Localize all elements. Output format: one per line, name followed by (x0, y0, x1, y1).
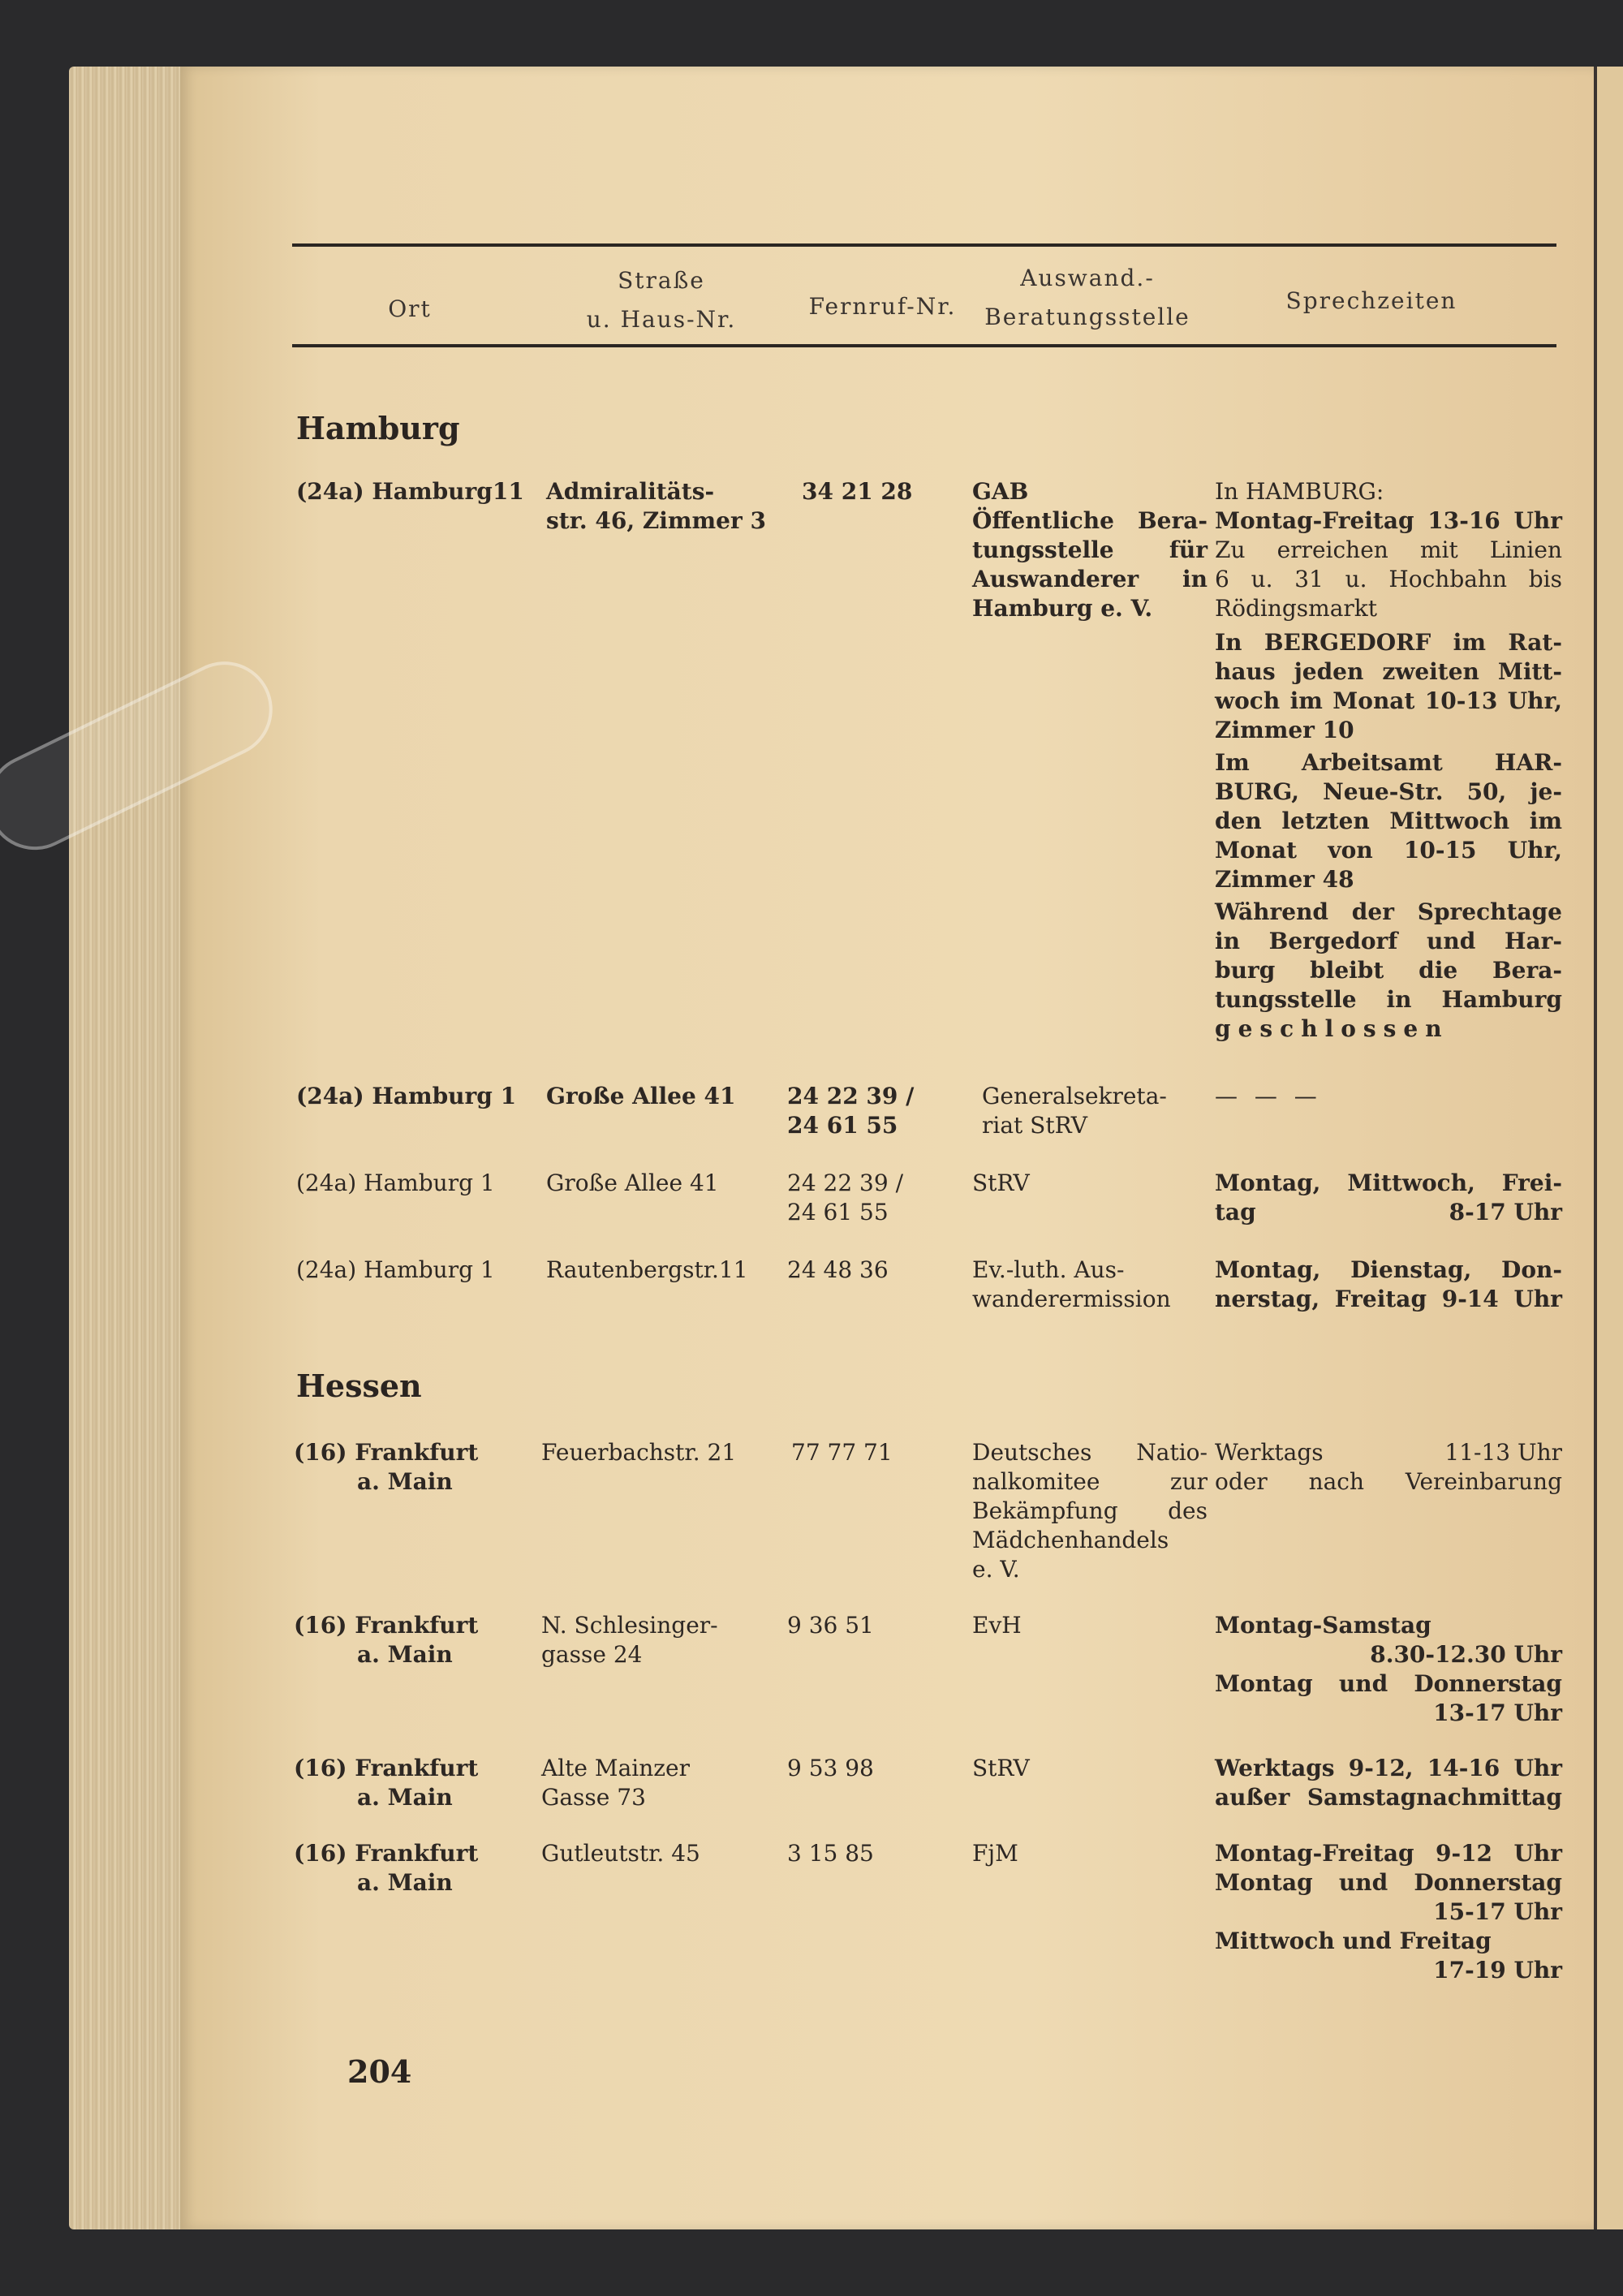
r5-ort-2: a. Main (357, 1468, 453, 1495)
r1-zeiten-16: in Bergedorf und Har- (1215, 928, 1562, 954)
r3-zeiten-2a: tag (1215, 1199, 1256, 1226)
header-bottom-rule (292, 344, 1556, 347)
header-beratung-2: Beratungsstelle (984, 304, 1190, 330)
r5-zeiten-2: oder nach Vereinbarung (1215, 1468, 1562, 1495)
section-title-hamburg: Hamburg (296, 410, 460, 446)
r5-stelle-3: Bekämpfung des (972, 1497, 1208, 1524)
section-title-hessen: Hessen (296, 1368, 422, 1404)
header-fernruf: Fernruf-Nr. (808, 293, 957, 320)
r6-strasse-2: gasse 24 (541, 1641, 643, 1668)
r1-zeiten-1: In HAMBURG: (1215, 478, 1384, 505)
r3-fernruf-1: 24 22 39 / (787, 1170, 904, 1196)
facing-page-edge (1594, 67, 1623, 2229)
r1-ort: (24a) Hamburg11 (296, 478, 524, 505)
r5-stelle-4: Mädchenhandels (972, 1527, 1169, 1553)
r1-zeiten-18: tungsstelle in Hamburg (1215, 986, 1562, 1013)
r6-zeiten-4: 13-17 Uhr (1433, 1699, 1562, 1726)
r7-ort-2: a. Main (357, 1784, 453, 1811)
header-beratung-1: Auswand.- (1020, 265, 1155, 291)
r1-stelle-4: Auswanderer in (972, 566, 1208, 592)
r1-zeiten-15: Während der Sprechtage (1215, 898, 1562, 925)
r5-strasse: Feuerbachstr. 21 (541, 1439, 737, 1466)
r4-strasse: Rautenbergstr.11 (546, 1256, 748, 1283)
r2-ort: (24a) Hamburg 1 (296, 1083, 517, 1109)
r1-zeiten-19: geschlossen (1215, 1015, 1449, 1042)
r5-zeiten-1a: Werktags (1215, 1439, 1324, 1466)
r8-ort-2: a. Main (357, 1869, 453, 1896)
r4-fernruf: 24 48 36 (787, 1256, 889, 1283)
r8-zeiten-4: Mittwoch und Freitag (1215, 1928, 1492, 1954)
r5-ort-1: (16) Frankfurt (294, 1439, 479, 1466)
r2-strasse: Große Allee 41 (546, 1083, 736, 1109)
r3-stelle: StRV (972, 1170, 1030, 1196)
r1-stelle-3: tungsstelle für (972, 536, 1208, 563)
r5-stelle-5: e. V. (972, 1556, 1020, 1583)
r3-ort: (24a) Hamburg 1 (296, 1170, 495, 1196)
header-sprechzeiten: Sprechzeiten (1285, 287, 1457, 314)
r1-zeiten-9: Zimmer 10 (1215, 717, 1354, 743)
r3-zeiten-1: Montag, Mittwoch, Frei- (1215, 1170, 1562, 1196)
r1-stelle-1: GAB (972, 478, 1029, 505)
r5-zeiten-1b: 11-13 Uhr (1444, 1439, 1562, 1466)
r7-strasse-1: Alte Mainzer (541, 1755, 690, 1781)
r1-zeiten-17: burg bleibt die Bera- (1215, 957, 1562, 984)
r8-zeiten-1: Montag-Freitag 9-12 Uhr (1215, 1840, 1562, 1867)
r2-stelle-1: Generalsekreta- (982, 1083, 1167, 1109)
r8-ort-1: (16) Frankfurt (294, 1840, 479, 1867)
r6-stelle: EvH (972, 1612, 1022, 1639)
r8-stelle: FjM (972, 1840, 1018, 1867)
r6-zeiten-3: Montag und Donnerstag (1215, 1670, 1562, 1697)
r3-zeiten-2b: 8-17 Uhr (1449, 1199, 1562, 1226)
r6-ort-2: a. Main (357, 1641, 453, 1668)
r6-zeiten-1: Montag-Samstag (1215, 1612, 1431, 1639)
r4-ort: (24a) Hamburg 1 (296, 1256, 495, 1283)
page-number: 204 (347, 2053, 412, 2090)
r1-stelle-5: Hamburg e. V. (972, 595, 1153, 622)
r2-stelle-2: riat StRV (982, 1112, 1087, 1139)
r7-zeiten-1: Werktags 9-12, 14-16 Uhr (1215, 1755, 1562, 1781)
r1-zeiten-5: Rödingsmarkt (1215, 595, 1377, 622)
r5-stelle-1: Deutsches Natio- (972, 1439, 1208, 1466)
r8-strasse: Gutleutstr. 45 (541, 1840, 700, 1867)
r7-ort-1: (16) Frankfurt (294, 1755, 479, 1781)
r3-fernruf-2: 24 61 55 (787, 1199, 889, 1226)
r4-stelle-2: wanderermission (972, 1286, 1171, 1312)
r1-zeiten-7: haus jeden zweiten Mitt- (1215, 658, 1562, 685)
r5-stelle-2: nalkomitee zur (972, 1468, 1208, 1495)
r4-zeiten-2: nerstag, Freitag 9-14 Uhr (1215, 1286, 1562, 1312)
r5-fernruf: 77 77 71 (791, 1439, 893, 1466)
r7-fernruf: 9 53 98 (787, 1755, 874, 1781)
r8-zeiten-5: 17-19 Uhr (1433, 1957, 1562, 1984)
r6-strasse-1: N. Schlesinger- (541, 1612, 718, 1639)
r1-zeiten-10: Im Arbeitsamt HAR- (1215, 749, 1562, 776)
header-strasse-2: u. Haus-Nr. (586, 306, 737, 333)
r1-zeiten-8: woch im Monat 10-13 Uhr, (1215, 687, 1562, 714)
r1-zeiten-2: Montag-Freitag 13-16 Uhr (1215, 507, 1562, 534)
r3-strasse: Große Allee 41 (546, 1170, 719, 1196)
r7-zeiten-2: außer Samstagnachmittag (1215, 1784, 1562, 1811)
r1-zeiten-14: Zimmer 48 (1215, 866, 1354, 893)
r4-zeiten-1: Montag, Dienstag, Don- (1215, 1256, 1562, 1283)
header-ort: Ort (388, 295, 432, 322)
r6-ort-1: (16) Frankfurt (294, 1612, 479, 1639)
r1-zeiten-6: In BERGEDORF im Rat- (1215, 629, 1562, 656)
book-page-edges (69, 67, 187, 2229)
r2-fernruf-2: 24 61 55 (787, 1112, 898, 1139)
r6-zeiten-2: 8.30-12.30 Uhr (1370, 1641, 1562, 1668)
r1-zeiten-11: BURG, Neue-Str. 50, je- (1215, 778, 1562, 805)
r1-strasse-1: Admiralitäts- (546, 478, 715, 505)
r7-strasse-2: Gasse 73 (541, 1784, 646, 1811)
header-top-rule (292, 243, 1556, 247)
r1-fernruf: 34 21 28 (802, 478, 913, 505)
r1-strasse-2: str. 46, Zimmer 3 (546, 507, 766, 534)
r1-zeiten-3: Zu erreichen mit Linien (1215, 536, 1562, 563)
r1-stelle-2: Öffentliche Bera- (972, 507, 1208, 534)
header-strasse-1: Straße (618, 267, 705, 294)
r4-stelle-1: Ev.-luth. Aus- (972, 1256, 1125, 1283)
r1-zeiten-13: Monat von 10-15 Uhr, (1215, 837, 1562, 864)
r8-zeiten-2: Montag und Donnerstag (1215, 1869, 1562, 1896)
r8-zeiten-3: 15-17 Uhr (1433, 1898, 1562, 1925)
r6-fernruf: 9 36 51 (787, 1612, 874, 1639)
r1-zeiten-4: 6 u. 31 u. Hochbahn bis (1215, 566, 1562, 592)
r8-fernruf: 3 15 85 (787, 1840, 874, 1867)
r7-stelle: StRV (972, 1755, 1030, 1781)
r2-zeiten: — — — (1215, 1083, 1322, 1109)
r2-fernruf-1: 24 22 39 / (787, 1083, 915, 1109)
r1-zeiten-12: den letzten Mittwoch im (1215, 808, 1562, 834)
